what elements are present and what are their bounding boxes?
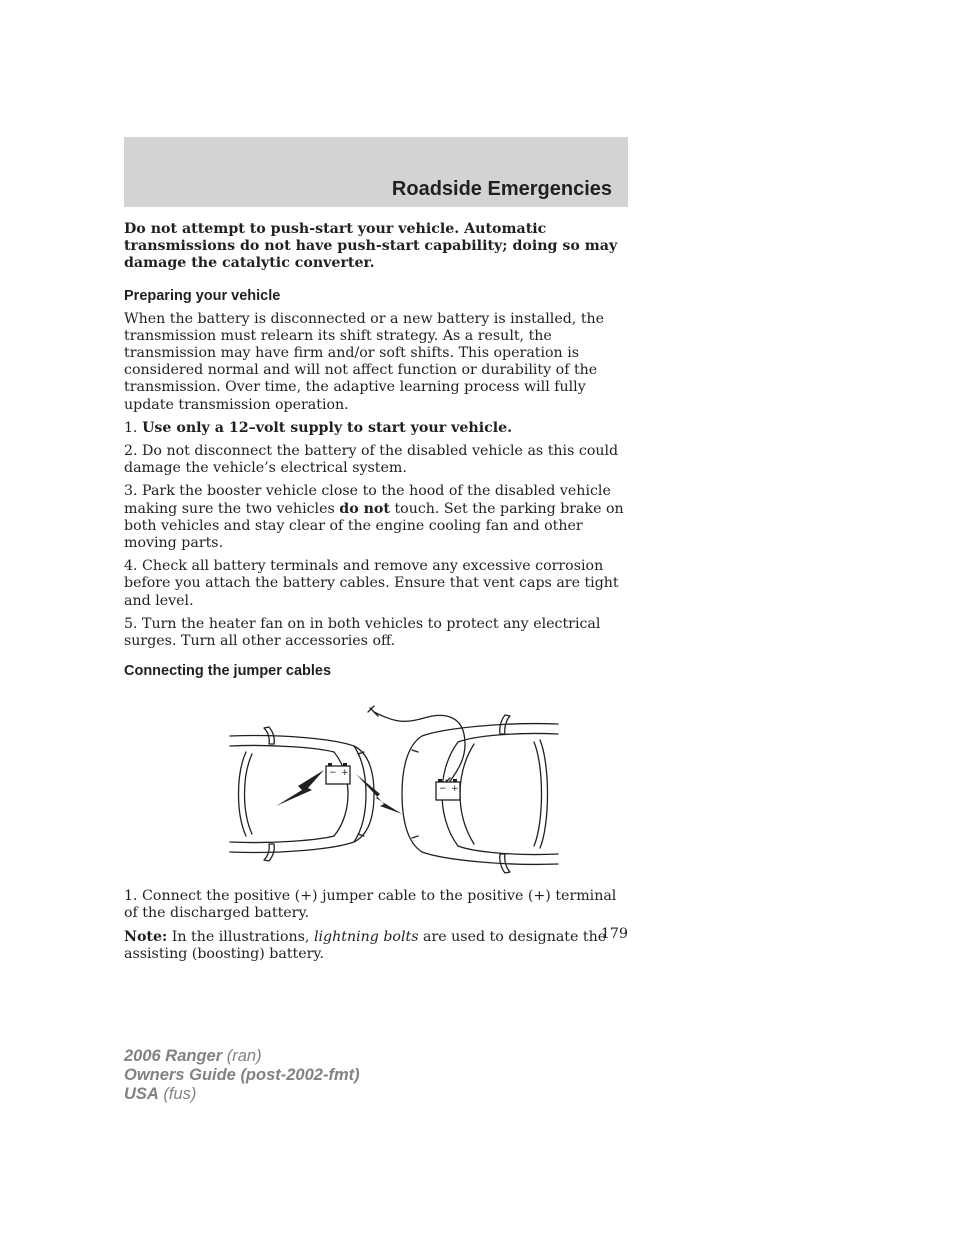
discharged-battery (436, 779, 460, 800)
two-vehicles-diagram (224, 694, 564, 880)
step-5: 5. Turn the heater fan on in both vehicles to protect any electrical surges. Turn all other accessories off. (124, 615, 601, 650)
note-paragraph (124, 929, 628, 963)
document-footer (124, 1047, 360, 1104)
footer-market-code: (fus) (158, 1085, 197, 1103)
booster-battery-plus: + (341, 768, 349, 779)
footer-model-code: (ran) (222, 1047, 262, 1065)
connect-step-1: 1. Connect the positive (+) jumper cable to the positive (+) terminal of the discharged battery. (124, 888, 617, 922)
jumper-cable (374, 712, 465, 784)
jumper-cable-illustration (124, 694, 628, 880)
step-3-after: touch. Set the parking brake on both vehicles and stay clear of the engine cooling fan and other moving parts. (124, 500, 624, 552)
section-title: Roadside Emergencies (391, 178, 612, 200)
note-after: are used to designate the assisting (boosting) battery. (124, 928, 607, 962)
note-label: Note: (124, 928, 168, 945)
step-1-number: 1. (124, 419, 138, 436)
step-3-emphasis: do not (339, 500, 390, 517)
page-number: 179 (600, 926, 628, 942)
heading-connecting-cables: Connecting the jumper cables (124, 663, 332, 680)
footer-market: USA (124, 1085, 159, 1103)
footer-line-3 (124, 1085, 360, 1104)
step-1-text: Use only a 12–volt supply to start your vehicle. (142, 419, 513, 436)
preparing-intro-paragraph: When the battery is disconnected or a new battery is installed, the transmission must relearn its shift strategy. As a result, the transmission may have firm and/or soft shifts. This operation is considered normal and will not affect function or durability of the transmission. Over time, the adaptive learning process will fully update transmission operation. (124, 310, 605, 413)
section-header-band (124, 137, 628, 207)
page-content (124, 221, 628, 969)
footer-guide: Owners Guide (post-2002-fmt) (124, 1066, 360, 1084)
note-before: In the illustrations, (167, 928, 314, 945)
step-3-before: 3. Park the booster vehicle close to the hood of the disabled vehicle making sure the two vehicles (124, 483, 611, 517)
booster-battery-minus: − (329, 768, 337, 779)
disabled-vehicle-outline (402, 715, 558, 873)
cable-clamp-loose (368, 706, 378, 716)
step-4: 4. Check all battery terminals and remove any excessive corrosion before you attach the battery cables. Ensure that vent caps are tight and level. (124, 558, 619, 609)
footer-line-1 (124, 1047, 360, 1066)
lightning-bolt-icon (276, 770, 324, 806)
discharged-battery-minus: − (439, 784, 447, 795)
step-2: 2. Do not disconnect the battery of the disabled vehicle as this could damage the vehicle’s electrical system. (124, 443, 619, 477)
step-3 (124, 483, 628, 552)
warning-paragraph: Do not attempt to push-start your vehicle. Automatic transmissions do not have push-start capability; doing so may damage the catalytic converter. (124, 221, 618, 272)
note-italic: lightning bolts (313, 928, 419, 945)
step-1 (124, 420, 628, 437)
footer-line-2 (124, 1066, 360, 1085)
footer-model: 2006 Ranger (124, 1047, 223, 1065)
discharged-battery-plus: + (451, 784, 459, 795)
heading-preparing-vehicle: Preparing your vehicle (124, 287, 281, 304)
lightning-bolt-icon (356, 774, 402, 814)
booster-battery (326, 763, 350, 784)
